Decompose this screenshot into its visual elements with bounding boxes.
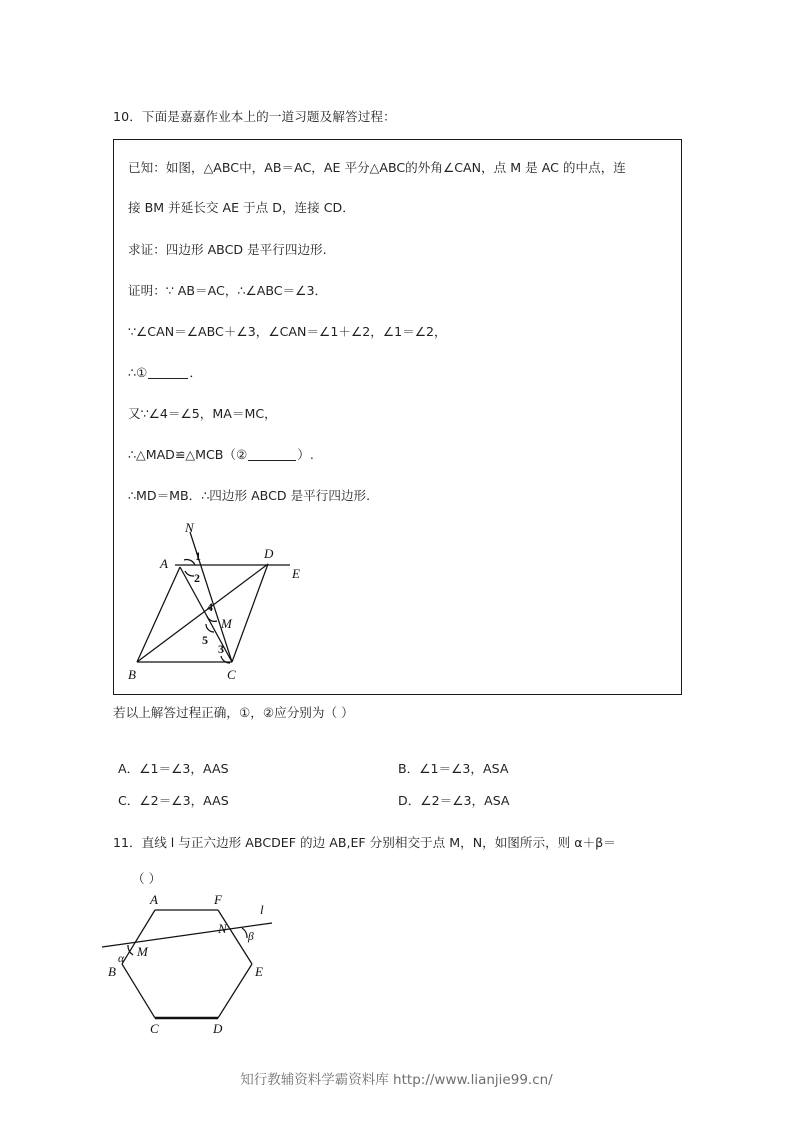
label-F: F (214, 892, 222, 907)
option-d-text: ∠2＝∠3，ASA (420, 793, 510, 808)
label-A: A (150, 892, 158, 907)
option-d[interactable] (398, 790, 510, 809)
label-B: B (108, 964, 116, 979)
segment-BA (137, 567, 180, 662)
triangle-parallelogram-svg (122, 520, 422, 685)
option-c-text: ∠2＝∠3，AAS (139, 793, 229, 808)
proof-line-blank-2 (128, 449, 314, 462)
label-angle-5: 5 (202, 633, 208, 647)
option-d-key: D． (398, 793, 421, 808)
blank-2-underline (248, 449, 296, 461)
blank-1-suffix: ． (189, 365, 202, 380)
proof-line-given-2: 接 BM 并延长交 AE 于点 D，连接 CD． (128, 200, 355, 215)
proof-line-to-prove: 求证：四边形 ABCD 是平行四边形. (128, 242, 327, 257)
option-c[interactable] (118, 790, 229, 809)
label-angle-2: 2 (194, 571, 200, 585)
label-D: D (264, 546, 274, 561)
label-alpha: α (118, 953, 125, 965)
option-b-text: ∠1＝∠3，ASA (419, 761, 509, 776)
segment-ED (218, 964, 252, 1018)
label-E: E (292, 566, 300, 581)
label-angle-4: 4 (207, 600, 213, 614)
label-E: E (255, 964, 263, 979)
label-A: A (160, 556, 168, 571)
option-b-key: B． (398, 761, 420, 776)
question-11-answer-paren: （ ） (132, 871, 162, 886)
figure-q10 (122, 520, 422, 685)
label-M: M (221, 616, 232, 631)
blank-2-prefix: ∴△MAD≌△MCB（② (128, 447, 248, 462)
label-beta: β (248, 931, 254, 943)
footer-watermark: 知行教辅资料学霸资料库 http://www.lianjie99.cn/ (240, 1072, 553, 1088)
proof-line-step-1: 证明：∵ AB＝AC，∴∠ABC＝∠3． (128, 283, 328, 298)
question-10-prompt: 若以上解答过程正确，①，②应分别为（ ） (113, 705, 354, 720)
label-line-l: l (260, 902, 264, 917)
label-C: C (227, 667, 236, 682)
segment-DC (232, 564, 268, 662)
label-M: M (137, 944, 148, 959)
angle-arc-beta (242, 928, 247, 938)
option-c-key: C． (118, 793, 140, 808)
label-B: B (128, 667, 136, 682)
blank-1-prefix: ∴① (128, 365, 148, 380)
hexagon-line-svg (100, 890, 310, 1035)
label-N: N (185, 520, 194, 535)
option-a[interactable] (118, 758, 229, 777)
question-10-stem: 10．下面是嘉嘉作业本上的一道习题及解答过程： (113, 109, 396, 124)
blank-1-underline (148, 367, 188, 379)
proof-line-blank-1 (128, 367, 202, 380)
blank-2-suffix: ）. (297, 447, 314, 462)
segment-BD (137, 564, 268, 662)
angle-arc-2 (185, 571, 194, 576)
label-angle-1: 1 (195, 549, 201, 563)
proof-line-step-3: 又∵∠4＝∠5，MA＝MC， (128, 406, 277, 421)
proof-line-step-2: ∵∠CAN＝∠ABC＋∠3，∠CAN＝∠1＋∠2，∠1＝∠2， (128, 324, 447, 339)
proof-line-given-1: 已知：如图，△ABC中，AB＝AC，AE 平分△ABC的外角∠CAN，点 M 是 AC 的中点，连 (128, 160, 626, 175)
angle-arc-1 (184, 560, 195, 565)
label-D: D (213, 1021, 223, 1036)
question-11-stem: 11．直线 l 与正六边形 ABCDEF 的边 AB,EF 分别相交于点 M，N，如图所示，则 α＋β＝ (113, 835, 616, 850)
segment-CB (122, 964, 155, 1018)
label-N: N (218, 921, 227, 936)
figure-q11 (100, 890, 310, 1035)
label-C: C (150, 1021, 159, 1036)
proof-box (113, 139, 682, 695)
option-a-key: A． (118, 761, 140, 776)
proof-line-conclusion: ∴MD＝MB．∴四边形 ABCD 是平行四边形. (128, 488, 371, 503)
option-b[interactable] (398, 758, 509, 777)
option-a-text: ∠1＝∠3，AAS (139, 761, 229, 776)
label-angle-3: 3 (218, 642, 224, 656)
angle-arc-4 (207, 616, 217, 621)
